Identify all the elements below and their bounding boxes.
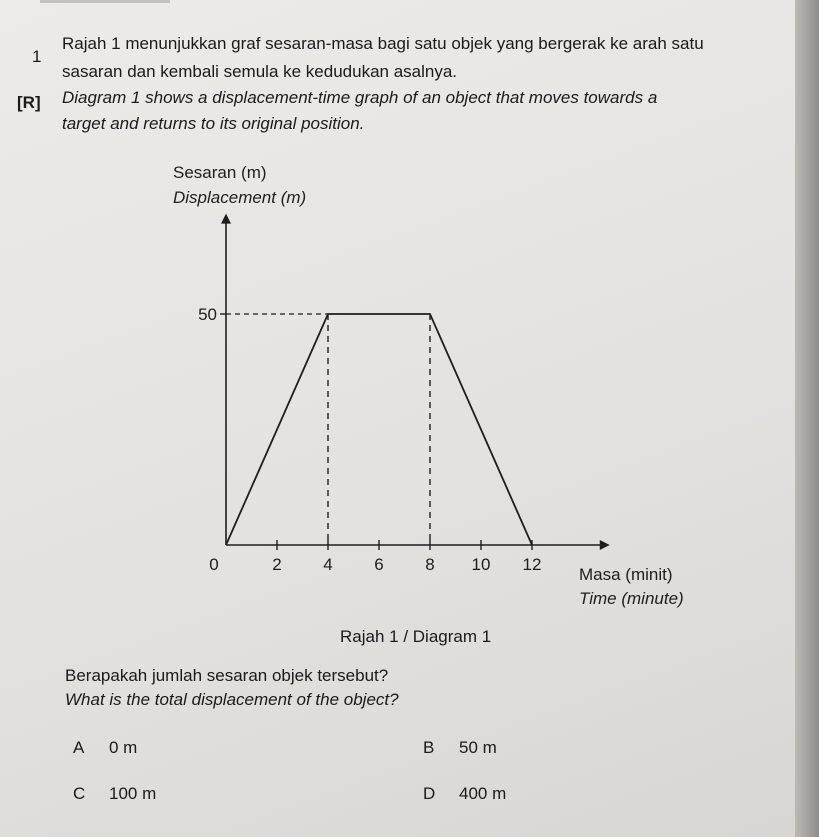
question-number: 1	[32, 47, 42, 66]
option-b[interactable]	[423, 738, 497, 758]
intro-en-line2: target and returns to its original position.	[62, 114, 365, 133]
series-line	[226, 314, 532, 545]
option-d[interactable]	[423, 784, 506, 804]
diagram-caption: Rajah 1 / Diagram 1	[340, 627, 492, 646]
question-prompt-ms: Berapakah jumlah sesaran objek tersebut?	[65, 666, 389, 685]
option-a-text: 0 m	[109, 738, 138, 757]
x-axis-label-en: Time (minute)	[579, 589, 684, 608]
x-tick-label: 0	[209, 555, 219, 574]
option-c-text: 100 m	[109, 784, 157, 803]
x-axis-arrow	[600, 540, 610, 550]
y-axis-label-ms: Sesaran (m)	[173, 163, 267, 182]
option-a[interactable]	[73, 738, 137, 758]
intro-ms-line2: sasaran dan kembali semula ke kedudukan asalnya.	[62, 62, 458, 81]
y-tick-label: 50	[198, 305, 217, 324]
x-tick-label: 6	[374, 555, 384, 574]
x-axis-label-ms: Masa (minit)	[579, 565, 673, 584]
x-tick-label: 2	[272, 555, 282, 574]
y-axis-label-en: Displacement (m)	[173, 188, 307, 207]
intro-ms-line1: Rajah 1 menunjukkan graf sesaran-masa bagi satu objek yang bergerak ke arah satu	[62, 34, 704, 53]
x-tick-label: 10	[471, 555, 491, 574]
y-axis-arrow	[221, 214, 231, 224]
x-tick-label: 12	[522, 555, 542, 574]
intro-en-line1: Diagram 1 shows a displacement-time graph of an object that moves towards a	[62, 88, 658, 107]
option-b-letter: B	[423, 738, 435, 757]
question-prompt-en: What is the total displacement of the object?	[65, 690, 399, 709]
question-tag: [R]	[17, 93, 41, 112]
option-c-letter: C	[73, 784, 86, 803]
option-d-text: 400 m	[459, 784, 507, 803]
option-b-text: 50 m	[459, 738, 497, 757]
option-c[interactable]	[73, 784, 156, 804]
x-tick-label: 4	[323, 555, 333, 574]
option-a-letter: A	[73, 738, 85, 757]
x-tick-label: 8	[425, 555, 435, 574]
option-d-letter: D	[423, 784, 436, 803]
